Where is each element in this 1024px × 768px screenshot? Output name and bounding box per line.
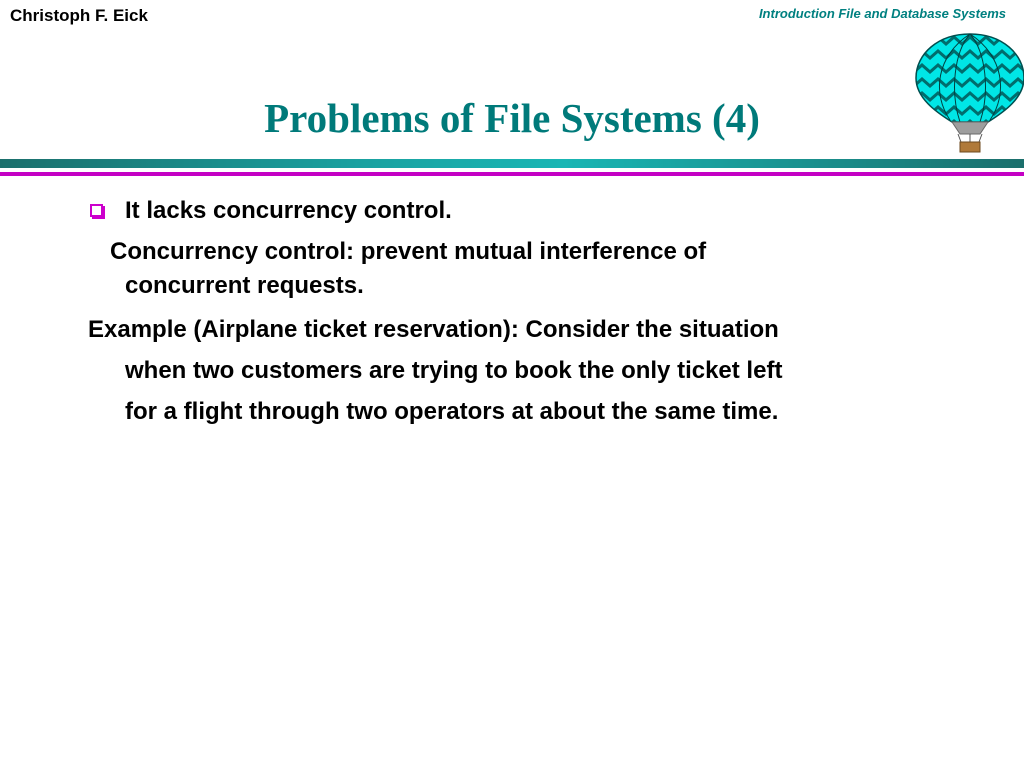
example-line-3: for a flight through two operators at about the same time.: [125, 398, 779, 425]
bullet-text: It lacks concurrency control.: [125, 197, 452, 224]
title-divider-teal: [0, 159, 1024, 168]
example-line-1: Example (Airplane ticket reservation): Consider the situation: [88, 316, 779, 343]
definition-line-2: concurrent requests.: [125, 272, 364, 299]
example-line-2: when two customers are trying to book the only ticket left: [125, 357, 783, 384]
hollow-square-bullet-icon: [90, 204, 103, 217]
course-title: Introduction File and Database Systems: [758, 6, 1006, 21]
title-divider-magenta: [0, 172, 1024, 176]
definition-line-1: Concurrency control: prevent mutual interference of: [110, 238, 707, 265]
slide-title: Problems of File Systems (4): [264, 95, 760, 141]
author-name: Christoph F. Eick: [10, 6, 148, 25]
